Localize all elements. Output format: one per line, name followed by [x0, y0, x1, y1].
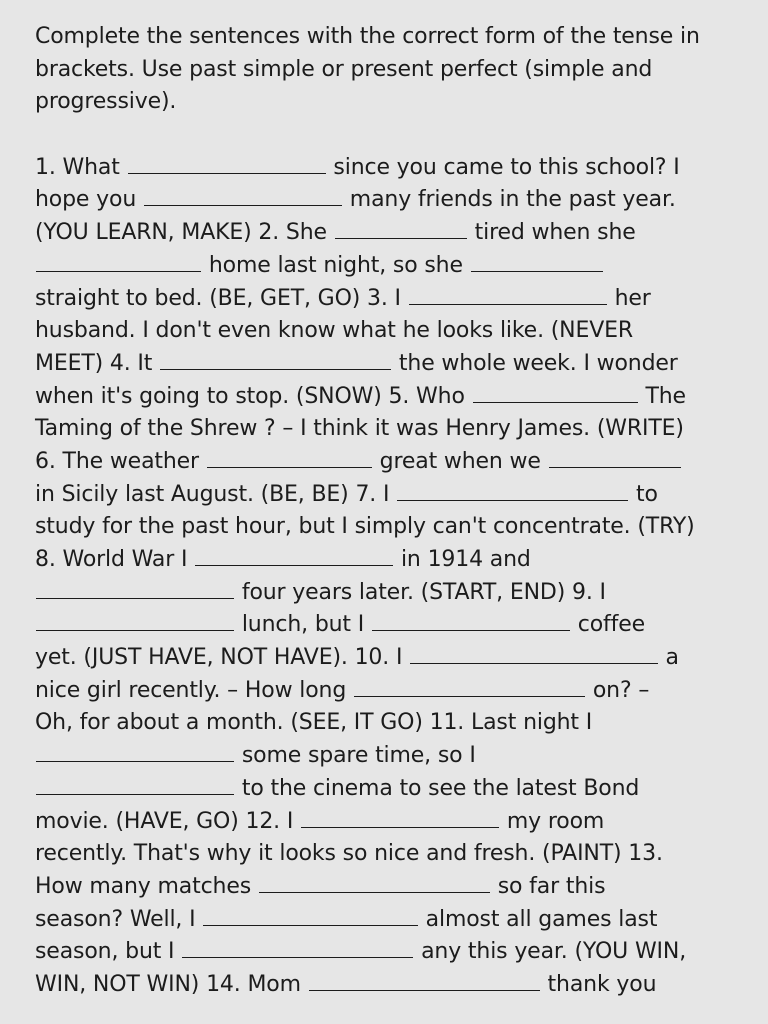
instruction-line: progressive). — [35, 89, 177, 115]
exercise-line — [35, 740, 740, 773]
exercise-text-segment: study for the past hour, but I simply can't concentrate. (TRY) — [35, 514, 695, 540]
exercise-text-segment: great when we — [372, 448, 548, 474]
exercise-text-segment: hope you — [35, 187, 143, 213]
exercise-text-segment: husband. I don't even know what he looks like. (NEVER — [35, 318, 634, 344]
exercise-line — [35, 184, 740, 217]
exercise-line — [35, 479, 740, 512]
exercise-text-segment: lunch, but I — [235, 612, 371, 638]
exercise-line — [35, 806, 740, 839]
answer-blank — [397, 480, 628, 501]
exercise-text-segment: How many matches — [35, 873, 258, 899]
exercise-line — [35, 217, 740, 250]
answer-blank — [36, 741, 234, 762]
answer-blank — [354, 676, 585, 697]
answer-blank — [471, 251, 603, 272]
exercise-line — [35, 838, 740, 871]
exercise-text-segment: on? – — [586, 677, 650, 703]
paragraph-gap — [35, 119, 740, 152]
exercise-line — [35, 413, 740, 446]
exercise-line — [35, 315, 740, 348]
exercise-text-segment: many friends in the past year. — [342, 187, 676, 213]
answer-blank — [203, 905, 418, 926]
exercise-text-segment: to the cinema to see the latest Bond — [235, 775, 640, 801]
answer-blank — [36, 251, 201, 272]
answer-blank — [301, 807, 499, 828]
exercise-text-segment: season? Well, I — [35, 906, 203, 932]
exercise-text-segment: 8. World War I — [35, 547, 195, 572]
exercise-line — [35, 871, 740, 904]
exercise-text-segment: WIN, NOT WIN) 14. Mom — [35, 971, 308, 997]
answer-blank — [410, 643, 658, 664]
exercise-text-segment: yet. (JUST HAVE, NOT HAVE). 10. I — [35, 645, 410, 671]
answer-blank — [259, 872, 490, 893]
exercise-text-segment: recently. That's why it looks so nice and fresh. (PAINT) 13. — [35, 841, 663, 867]
exercise-text-segment: so far this — [490, 873, 606, 899]
exercise-text-segment: a — [658, 645, 679, 671]
exercise-text-segment: straight to bed. (BE, GET, GO) 3. I — [35, 285, 408, 311]
instruction-line: Complete the sentences with the correct form of the tense in — [35, 24, 700, 49]
exercise-text-segment: Taming of the Shrew ? – I think it was Henry James. (WRITE) — [35, 416, 684, 442]
answer-blank — [473, 382, 638, 403]
answer-blank — [195, 545, 393, 566]
answer-blank — [335, 218, 467, 239]
answer-blank — [309, 970, 540, 991]
exercise-text-segment: nice girl recently. – How long — [35, 677, 353, 703]
exercise-line — [35, 609, 740, 642]
exercise-text-segment: coffee — [570, 612, 645, 638]
exercise-line — [35, 381, 740, 414]
exercise-line — [35, 511, 740, 544]
answer-blank — [144, 185, 342, 206]
exercise-text — [35, 152, 740, 1002]
answer-blank — [160, 349, 391, 370]
answer-blank — [36, 578, 234, 599]
exercise-text-segment: to — [629, 481, 658, 507]
exercise-line — [35, 936, 740, 969]
exercise-text-segment: any this year. (YOU WIN, — [414, 939, 687, 965]
exercise-line — [35, 446, 740, 479]
answer-blank — [409, 284, 607, 305]
exercise-line — [35, 250, 740, 283]
answer-blank — [207, 447, 372, 468]
exercise-line — [35, 904, 740, 937]
instruction-line: brackets. Use past simple or present perfect (simple and — [35, 56, 653, 82]
exercise-line — [35, 969, 740, 1002]
exercise-line — [35, 773, 740, 806]
exercise-text-segment: tired when she — [467, 220, 636, 246]
exercise-line — [35, 544, 740, 577]
answer-blank — [372, 610, 570, 631]
exercise-text-segment: the whole week. I wonder — [392, 350, 678, 376]
exercise-text-segment: her — [607, 285, 651, 311]
exercise-text-segment: thank you — [540, 971, 657, 997]
exercise-text-segment: MEET) 4. It — [35, 350, 160, 376]
exercise-text-segment: movie. (HAVE, GO) 12. I — [35, 808, 301, 834]
exercise-text-segment: when it's going to stop. (SNOW) 5. Who — [35, 383, 472, 409]
exercise-text-segment: Oh, for about a month. (SEE, IT GO) 11. Last night I — [35, 710, 593, 736]
exercise-text-segment: in 1914 and — [394, 547, 531, 572]
exercise-text-segment: The — [638, 383, 686, 409]
exercise-line — [35, 283, 740, 316]
worksheet — [35, 21, 740, 1002]
exercise-line — [35, 707, 740, 740]
exercise-line — [35, 577, 740, 610]
answer-blank — [36, 610, 234, 631]
answer-blank — [128, 153, 326, 174]
exercise-text-segment: 6. The weather — [35, 448, 206, 474]
exercise-text-segment: some spare time, so I — [235, 743, 476, 769]
exercise-text-segment: 1. What — [35, 154, 127, 180]
exercise-line — [35, 348, 740, 381]
answer-blank — [549, 447, 681, 468]
exercise-text-segment: season, but I — [35, 939, 182, 965]
exercise-text-segment: (YOU LEARN, MAKE) 2. She — [35, 220, 334, 246]
exercise-text-segment: my room — [500, 808, 605, 834]
exercise-text-segment: since you came to this school? I — [326, 154, 680, 180]
exercise-text-segment: home last night, so she — [202, 252, 470, 278]
exercise-text-segment: four years later. (START, END) 9. I — [235, 579, 606, 605]
exercise-text-segment: in Sicily last August. (BE, BE) 7. I — [35, 481, 397, 507]
exercise-text-segment: almost all games last — [418, 906, 658, 932]
answer-blank — [36, 774, 234, 795]
answer-blank — [182, 937, 413, 958]
exercise-line — [35, 642, 740, 675]
exercise-line — [35, 675, 740, 708]
exercise-line — [35, 152, 740, 185]
instructions — [35, 21, 740, 119]
